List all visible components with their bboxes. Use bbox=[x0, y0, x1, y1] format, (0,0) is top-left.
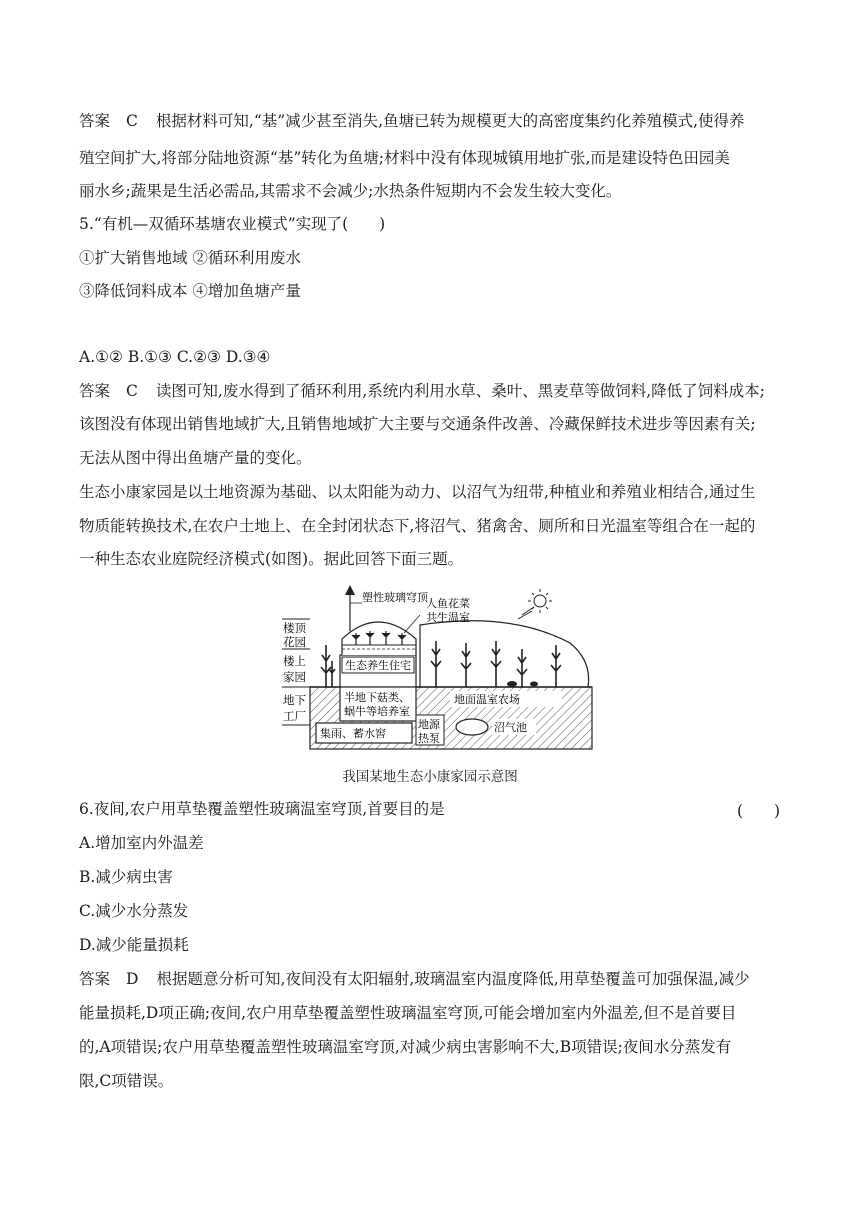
q5-choices: A.①② B.①③ C.②③ D.③④ bbox=[79, 348, 271, 366]
arrow-up-icon bbox=[345, 585, 355, 595]
biogas-tank bbox=[456, 719, 488, 735]
label-biogas: 沼气池 bbox=[494, 721, 527, 734]
label-rooftop-2: 花园 bbox=[283, 635, 306, 649]
q6-option-b: B.减少病虫害 bbox=[79, 868, 173, 886]
answer-text: 根据材料可知,“基”减少甚至消失,鱼塘已转为规模更大的高密度集约化养殖模式,使得养 bbox=[155, 112, 745, 130]
label-greenhouse-1: 人鱼花菜 bbox=[426, 597, 470, 610]
label-geo-2: 热泵 bbox=[418, 732, 440, 745]
label-under-2: 工厂 bbox=[283, 709, 306, 723]
label-dome: 塑性玻璃穹顶 bbox=[362, 591, 428, 604]
q6-option-a: A.增加室内外温差 bbox=[79, 834, 204, 852]
q6-option-c: C.减少水分蒸发 bbox=[79, 902, 189, 920]
ground-greenhouse-arc bbox=[420, 621, 589, 687]
q4-answer-line-2: 殖空间扩大,将部分陆地资源“基”转化为鱼塘;材料中没有体现城镇用地扩张,而是建设特色田园美 bbox=[79, 149, 730, 167]
answer-text: 根据题意分析可知,夜间没有太阳辐射,玻璃温室内温度降低,用草垫覆盖可加强保温,减少 bbox=[156, 970, 750, 988]
q5-answer-line-1 bbox=[79, 381, 765, 401]
q5-answer-line-2: 该图没有体现出销售地域扩大,且销售地域扩大主要与交通条件改善、冷藏保鲜技术进步等因素有关; bbox=[79, 415, 756, 433]
label-ground-farm: 地面温室农场 bbox=[454, 693, 520, 706]
label-rooftop-1: 楼顶 bbox=[283, 621, 306, 635]
label-geo-1: 地源 bbox=[418, 718, 440, 731]
label-rain: 集雨、蓄水窖 bbox=[320, 727, 386, 740]
q6-stem: 6.夜间,农户用草垫覆盖塑性玻璃温室穹顶,首要目的是 bbox=[79, 800, 445, 818]
q4-answer-line-3: 丽水乡;蔬果是生活必需品,其需求不会减少;水热条件短期内不会发生较大变化。 bbox=[79, 182, 622, 200]
answer-label: 答案 bbox=[79, 112, 111, 130]
q6-answer-line-2: 能量损耗,D项正确;夜间,农户用草垫覆盖塑性玻璃温室穹顶,可能会增加室内外温差,但不是首要目 bbox=[79, 1004, 737, 1022]
passage-line-3: 一种生态农业庭院经济模式(如图)。据此回答下面三题。 bbox=[79, 550, 464, 568]
q6-answer-line-4: 限,C项错误。 bbox=[79, 1072, 174, 1090]
q6-answer-paren: ( ) bbox=[737, 802, 781, 820]
q5-stem: 5.“有机—双循环基塘农业模式”实现了( ) bbox=[79, 215, 386, 233]
label-greenhouse-2: 共生温室 bbox=[426, 611, 470, 624]
sun-icon bbox=[518, 589, 552, 619]
passage-line-1: 生态小康家园是以土地资源为基础、以太阳能为动力、以沼气为纽带,种植业和养殖业相结合,通过生 bbox=[79, 483, 756, 501]
answer-key: C bbox=[126, 112, 138, 130]
passage-line-2: 物质能转换技术,在农户土地上、在全封闭状态下,将沼气、猪禽舍、厕所和日光温室等组合在一起的 bbox=[79, 517, 756, 535]
label-semi-1: 半地下菇类、 bbox=[344, 691, 410, 704]
answer-key: D bbox=[126, 970, 139, 988]
answer-key: C bbox=[126, 382, 138, 400]
answer-label: 答案 bbox=[79, 382, 111, 400]
label-upper-1: 楼上 bbox=[283, 654, 306, 668]
q5-answer-line-3: 无法从图中得出鱼塘产量的变化。 bbox=[79, 449, 312, 467]
figure-caption: 我国某地生态小康家园示意图 bbox=[342, 769, 518, 785]
glass-dome bbox=[342, 622, 416, 655]
label-residence: 生态养生住宅 bbox=[345, 659, 411, 672]
q6-answer-line-1 bbox=[79, 969, 750, 989]
q5-options-line-2: ③降低饲料成本 ④增加鱼塘产量 bbox=[79, 282, 301, 300]
label-under-1: 地下 bbox=[283, 693, 306, 707]
q4-answer-line-1 bbox=[79, 111, 745, 131]
label-upper-2: 家园 bbox=[283, 670, 306, 684]
answer-label: 答案 bbox=[79, 970, 111, 988]
label-semi-2: 蜗牛等培养室 bbox=[344, 705, 410, 718]
q5-options-line-1: ①扩大销售地域 ②循环利用废水 bbox=[79, 249, 301, 267]
q6-answer-line-3: 的,A项错误;农户用草垫覆盖塑性玻璃温室穹顶,对减少病虫害影响不大,B项错误;夜间水分蒸发有 bbox=[79, 1038, 732, 1056]
answer-text: 读图可知,废水得到了循环利用,系统内利用水草、桑叶、黑麦草等做饲料,降低了饲料成本; bbox=[155, 382, 765, 400]
q6-option-d: D.减少能量损耗 bbox=[79, 936, 189, 954]
eco-home-diagram bbox=[270, 583, 600, 758]
